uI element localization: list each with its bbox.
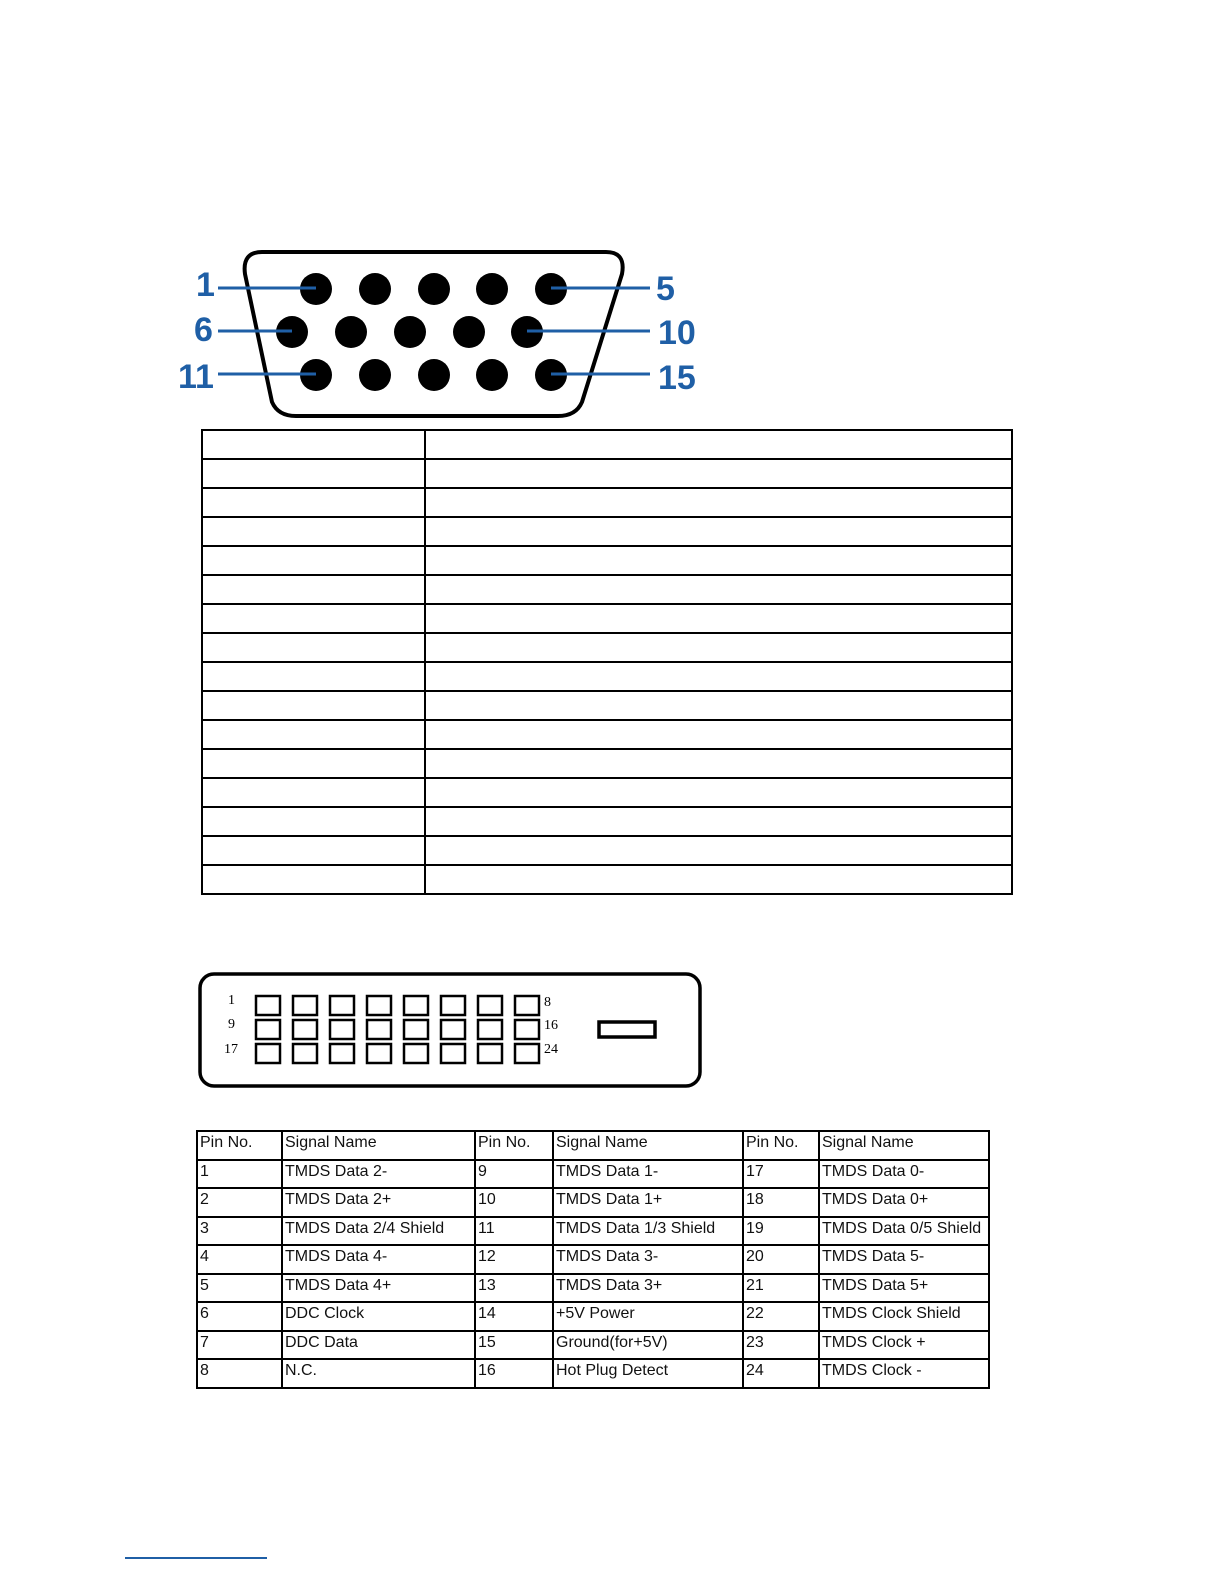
signal-name-cell: TMDS Data 3+ [553, 1274, 743, 1303]
table-cell [202, 488, 425, 517]
vga-pin-label: 15 [658, 359, 696, 397]
signal-name-cell: TMDS Data 4+ [282, 1274, 475, 1303]
table-cell [425, 662, 1012, 691]
pin-number-cell: 20 [743, 1245, 819, 1274]
header-signal-name: Signal Name [553, 1131, 743, 1160]
table-cell [202, 836, 425, 865]
table-row [197, 1274, 989, 1303]
table-row [202, 488, 1012, 517]
table-cell [425, 459, 1012, 488]
table-row [202, 865, 1012, 894]
vga-pin-label: 5 [656, 270, 675, 308]
signal-name-cell: +5V Power [553, 1302, 743, 1331]
pin-number-cell: 1 [197, 1160, 282, 1189]
table-cell [425, 517, 1012, 546]
signal-name-cell: TMDS Data 2- [282, 1160, 475, 1189]
table-cell [202, 720, 425, 749]
dvi-pin-label: 16 [544, 1018, 558, 1033]
vga-pin-label: 11 [178, 358, 214, 396]
signal-name-cell: TMDS Data 3- [553, 1245, 743, 1274]
vga-pin-label: 1 [196, 266, 215, 304]
dvi-pin-table [196, 1130, 990, 1389]
pin-number-cell: 22 [743, 1302, 819, 1331]
vga-pin [476, 273, 508, 305]
pin-number-cell: 15 [475, 1331, 553, 1360]
table-cell [202, 430, 425, 459]
dvi-pin [478, 996, 502, 1015]
pin-number-cell: 24 [743, 1359, 819, 1388]
vga-pin [476, 359, 508, 391]
table-row [202, 430, 1012, 459]
table-cell [425, 691, 1012, 720]
pin-number-cell: 12 [475, 1245, 553, 1274]
dvi-pin [330, 1044, 354, 1063]
table-cell [425, 575, 1012, 604]
table-cell [202, 633, 425, 662]
header-signal-name: Signal Name [282, 1131, 475, 1160]
table-cell [202, 865, 425, 894]
dvi-pin [256, 996, 280, 1015]
signal-name-cell: N.C. [282, 1359, 475, 1388]
pin-number-cell: 5 [197, 1274, 282, 1303]
signal-name-cell: Hot Plug Detect [553, 1359, 743, 1388]
pin-number-cell: 7 [197, 1331, 282, 1360]
table-cell [202, 778, 425, 807]
dvi-pin [441, 996, 465, 1015]
dvi-pin [330, 996, 354, 1015]
table-row [197, 1217, 989, 1246]
pin-number-cell: 16 [475, 1359, 553, 1388]
dvi-pin [367, 1044, 391, 1063]
pin-number-cell: 19 [743, 1217, 819, 1246]
dvi-pin [515, 996, 539, 1015]
signal-name-cell: TMDS Data 5- [819, 1245, 989, 1274]
table-row [202, 575, 1012, 604]
dvi-pin [441, 1020, 465, 1039]
table-row [197, 1188, 989, 1217]
table-row [202, 546, 1012, 575]
signal-name-cell: TMDS Data 1- [553, 1160, 743, 1189]
pin-number-cell: 13 [475, 1274, 553, 1303]
dvi-pin-label: 8 [544, 995, 551, 1010]
dvi-pin-label: 17 [224, 1042, 238, 1057]
vga-pin [453, 316, 485, 348]
table-row [202, 459, 1012, 488]
header-pin-no: Pin No. [475, 1131, 553, 1160]
table-cell [202, 749, 425, 778]
pin-number-cell: 11 [475, 1217, 553, 1246]
dvi-table-header-row [197, 1131, 989, 1160]
dvi-pin-label: 9 [228, 1017, 235, 1032]
dvi-pin [293, 1044, 317, 1063]
header-pin-no: Pin No. [743, 1131, 819, 1160]
table-cell [425, 807, 1012, 836]
dvi-pin [367, 996, 391, 1015]
table-row [197, 1160, 989, 1189]
dvi-pin [441, 1044, 465, 1063]
dvi-pin [404, 1020, 428, 1039]
pin-number-cell: 6 [197, 1302, 282, 1331]
signal-name-cell: TMDS Data 2/4 Shield [282, 1217, 475, 1246]
vga-pin-label: 10 [658, 314, 696, 352]
pin-number-cell: 17 [743, 1160, 819, 1189]
dvi-pin [478, 1020, 502, 1039]
pin-number-cell: 21 [743, 1274, 819, 1303]
table-row [202, 749, 1012, 778]
pin-number-cell: 18 [743, 1188, 819, 1217]
table-row [197, 1302, 989, 1331]
table-row [202, 604, 1012, 633]
pin-number-cell: 3 [197, 1217, 282, 1246]
table-cell [202, 546, 425, 575]
table-cell [425, 546, 1012, 575]
dvi-pin [293, 996, 317, 1015]
table-cell [202, 807, 425, 836]
header-pin-no: Pin No. [197, 1131, 282, 1160]
table-cell [202, 662, 425, 691]
vga-pin-table [201, 429, 1013, 895]
table-row [197, 1331, 989, 1360]
signal-name-cell: TMDS Clock Shield [819, 1302, 989, 1331]
table-cell [202, 691, 425, 720]
table-cell [425, 778, 1012, 807]
vga-pin [418, 273, 450, 305]
header-signal-name: Signal Name [819, 1131, 989, 1160]
table-row [197, 1359, 989, 1388]
vga-pin-label: 6 [194, 311, 213, 349]
table-cell [425, 633, 1012, 662]
signal-name-cell: TMDS Data 5+ [819, 1274, 989, 1303]
pin-number-cell: 10 [475, 1188, 553, 1217]
table-row [202, 807, 1012, 836]
signal-name-cell: TMDS Clock + [819, 1331, 989, 1360]
table-cell [202, 517, 425, 546]
table-row [202, 836, 1012, 865]
dvi-pin [404, 996, 428, 1015]
dvi-ground-blade [599, 1022, 655, 1037]
signal-name-cell: TMDS Data 0/5 Shield [819, 1217, 989, 1246]
table-cell [425, 488, 1012, 517]
vga-pin-table-body [202, 430, 1012, 894]
signal-name-cell: TMDS Data 1+ [553, 1188, 743, 1217]
table-row [202, 517, 1012, 546]
table-cell [202, 575, 425, 604]
vga-pin [335, 316, 367, 348]
pin-number-cell: 4 [197, 1245, 282, 1274]
signal-name-cell: TMDS Data 0+ [819, 1188, 989, 1217]
signal-name-cell: DDC Data [282, 1331, 475, 1360]
vga-pin [418, 359, 450, 391]
table-row [202, 633, 1012, 662]
dvi-pin [404, 1044, 428, 1063]
table-row [202, 691, 1012, 720]
dvi-connector-diagram [196, 968, 708, 1092]
dvi-pin-table-body [197, 1160, 989, 1388]
dvi-pin-label: 24 [544, 1042, 558, 1057]
dvi-pin [256, 1044, 280, 1063]
pin-number-cell: 2 [197, 1188, 282, 1217]
dvi-pin [478, 1044, 502, 1063]
signal-name-cell: TMDS Data 0- [819, 1160, 989, 1189]
signal-name-cell: TMDS Data 1/3 Shield [553, 1217, 743, 1246]
table-row [202, 662, 1012, 691]
dvi-pin [293, 1020, 317, 1039]
table-row [202, 778, 1012, 807]
signal-name-cell: TMDS Clock - [819, 1359, 989, 1388]
dvi-pin [515, 1020, 539, 1039]
dvi-pin [256, 1020, 280, 1039]
pin-number-cell: 8 [197, 1359, 282, 1388]
table-cell [202, 459, 425, 488]
dvi-pin [367, 1020, 391, 1039]
footer-link-rule [125, 1557, 267, 1559]
dvi-pin-label: 1 [228, 993, 235, 1008]
pin-number-cell: 23 [743, 1331, 819, 1360]
table-row [202, 720, 1012, 749]
table-cell [202, 604, 425, 633]
pin-number-cell: 14 [475, 1302, 553, 1331]
signal-name-cell: Ground(for+5V) [553, 1331, 743, 1360]
table-cell [425, 720, 1012, 749]
vga-pin [359, 359, 391, 391]
pin-number-cell: 9 [475, 1160, 553, 1189]
table-row [197, 1245, 989, 1274]
table-cell [425, 604, 1012, 633]
vga-pin [359, 273, 391, 305]
table-cell [425, 836, 1012, 865]
dvi-pin [330, 1020, 354, 1039]
table-cell [425, 865, 1012, 894]
table-cell [425, 430, 1012, 459]
signal-name-cell: DDC Clock [282, 1302, 475, 1331]
signal-name-cell: TMDS Data 4- [282, 1245, 475, 1274]
dvi-pin [515, 1044, 539, 1063]
signal-name-cell: TMDS Data 2+ [282, 1188, 475, 1217]
vga-pin [394, 316, 426, 348]
vga-connector-diagram [170, 240, 730, 430]
table-cell [425, 749, 1012, 778]
